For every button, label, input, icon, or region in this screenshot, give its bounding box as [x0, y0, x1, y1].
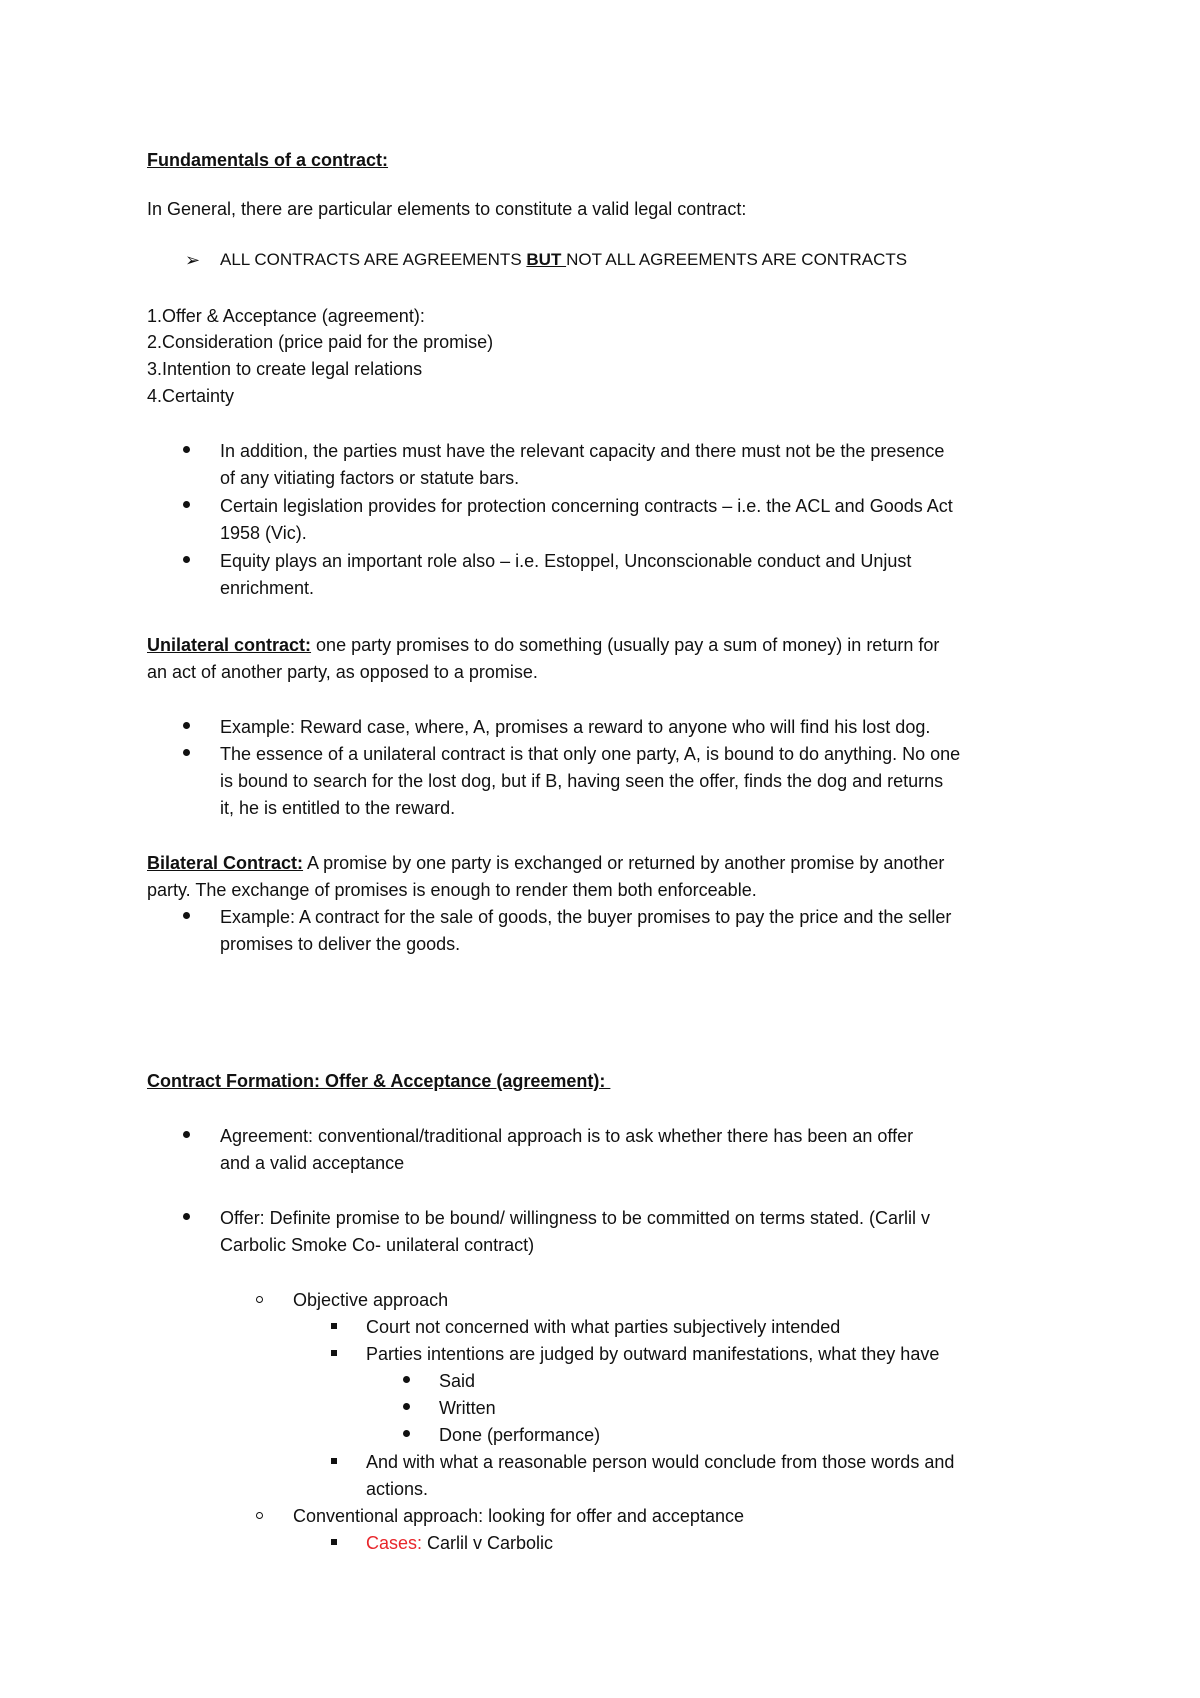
bilateral-line1: A promise by one party is exchanged or returned by another promise by another — [303, 853, 945, 873]
square-bullet-icon — [331, 1539, 337, 1545]
list-item-continued: promises to deliver the goods. — [220, 934, 461, 954]
arrow-bullet-icon: ➢ — [185, 250, 201, 270]
list-item: Example: Reward case, where, A, promises a reward to anyone who will find his lost dog. — [220, 717, 931, 737]
arrow-statement-post: NOT ALL AGREEMENTS ARE CONTRACTS — [566, 250, 908, 269]
bullet-dot-icon — [183, 446, 190, 453]
list-item: Written — [439, 1398, 496, 1418]
square-bullet-icon — [331, 1350, 337, 1356]
list-item: And with what a reasonable person would conclude from those words and — [366, 1452, 955, 1472]
list-item-continued: it, he is entitled to the reward. — [220, 798, 456, 818]
bullet-dot-icon — [183, 1213, 190, 1220]
circle-bullet-icon — [256, 1512, 263, 1519]
unilateral-line1: one party promises to do something (usually pay a sum of money) in return for — [311, 635, 940, 655]
list-item-continued: Carbolic Smoke Co- unilateral contract) — [220, 1235, 535, 1255]
list-item: Parties intentions are judged by outward manifestations, what they have — [366, 1344, 940, 1364]
conventional-approach-label: Conventional approach: looking for offer and acceptance — [293, 1506, 744, 1526]
bullet-dot-icon — [183, 749, 190, 756]
circle-bullet-icon — [256, 1296, 263, 1303]
list-item: Done (performance) — [439, 1425, 601, 1445]
bullet-dot-icon — [183, 556, 190, 563]
bullet-dot-icon — [183, 912, 190, 919]
element-item-1: 1.Offer & Acceptance (agreement): — [147, 306, 425, 326]
intro-text: In General, there are particular elements to constitute a valid legal contract: — [147, 199, 747, 219]
unilateral-definition — [147, 632, 939, 658]
element-item-3: 3.Intention to create legal relations — [147, 359, 423, 379]
bullet-dot-icon — [403, 1403, 410, 1410]
square-bullet-icon — [331, 1458, 337, 1464]
list-item: Court not concerned with what parties subjectively intended — [366, 1317, 841, 1337]
objective-approach-label: Objective approach — [293, 1290, 449, 1310]
bullet-dot-icon — [403, 1376, 410, 1383]
bullet-dot-icon — [403, 1430, 410, 1437]
bullet-dot-icon — [183, 1131, 190, 1138]
section-heading-fundamentals: Fundamentals of a contract: — [147, 150, 389, 170]
square-bullet-icon — [331, 1323, 337, 1329]
unilateral-term: Unilateral contract: — [147, 635, 312, 655]
list-item-continued: actions. — [366, 1479, 429, 1499]
list-item: Example: A contract for the sale of goods, the buyer promises to pay the price and the seller — [220, 907, 952, 927]
list-item-continued: is bound to search for the lost dog, but if B, having seen the offer, finds the dog and returns — [220, 771, 944, 791]
list-item: Offer: Definite promise to be bound/ willingness to be committed on terms stated. (Carlil v — [220, 1208, 930, 1228]
arrow-statement — [220, 247, 907, 273]
bilateral-term: Bilateral Contract: — [147, 853, 304, 873]
list-item-continued: of any vitiating factors or statute bars. — [220, 468, 520, 488]
cases-text: Carlil v Carbolic — [422, 1533, 554, 1553]
element-item-4: 4.Certainty — [147, 386, 235, 406]
bullet-dot-icon — [183, 722, 190, 729]
list-item: Said — [439, 1371, 476, 1391]
section-heading-contract-formation: Contract Formation: Offer & Acceptance (agreement): — [147, 1071, 611, 1091]
list-item: Equity plays an important role also – i.e. Estoppel, Unconscionable conduct and Unjust — [220, 551, 912, 571]
list-item-continued: and a valid acceptance — [220, 1153, 405, 1173]
cases-line — [366, 1530, 553, 1556]
bullet-dot-icon — [183, 501, 190, 508]
list-item: Certain legislation provides for protection concerning contracts – i.e. the ACL and Goods Act — [220, 496, 953, 516]
arrow-statement-emphasis: BUT — [526, 250, 567, 269]
element-item-2: 2.Consideration (price paid for the promise) — [147, 332, 494, 352]
list-item: The essence of a unilateral contract is that only one party, A, is bound to do anything. No one — [220, 744, 961, 764]
list-item: Agreement: conventional/traditional approach is to ask whether there has been an offer — [220, 1126, 914, 1146]
unilateral-definition-continued: an act of another party, as opposed to a promise. — [147, 662, 538, 682]
list-item-continued: 1958 (Vic). — [220, 523, 307, 543]
list-item-continued: enrichment. — [220, 578, 315, 598]
bilateral-definition-continued: party. The exchange of promises is enough to render them both enforceable. — [147, 880, 757, 900]
bilateral-definition — [147, 850, 944, 876]
list-item: In addition, the parties must have the relevant capacity and there must not be the presence — [220, 441, 945, 461]
cases-label: Cases: — [366, 1533, 423, 1553]
arrow-statement-pre: ALL CONTRACTS ARE AGREEMENTS — [220, 250, 527, 269]
